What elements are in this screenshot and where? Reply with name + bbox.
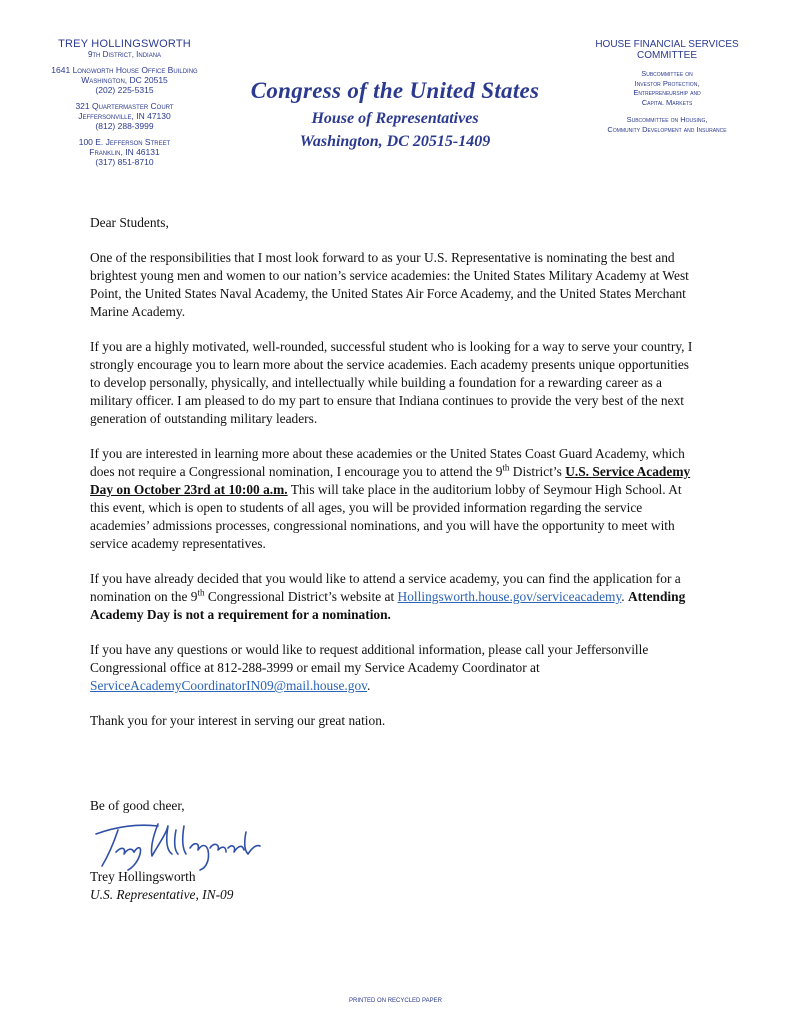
subcommittee-investor-protection: Subcommittee on Investor Protection, Entrepreneurship and Capital Markets	[633, 69, 701, 107]
signature-image	[88, 812, 268, 874]
masthead-house: House of Representatives	[311, 110, 479, 127]
masthead-congress: Congress of the United States	[250, 78, 540, 103]
jeffersonville-office-address: 321 Quartermaster Court Jeffersonville, IN 47130 (812) 288-3999	[75, 101, 174, 131]
nomination-note: Attending Academy Day is not a requirement for a nomination.	[90, 589, 686, 622]
closing: Be of good cheer,	[90, 798, 185, 813]
signer-block	[90, 868, 233, 904]
letter-body	[90, 214, 700, 747]
subcommittee-housing: Subcommittee on Housing, Community Development and Insurance	[607, 115, 727, 134]
paragraph-3: If you are interested in learning more about these academies or the United States Coast Guard Academy, which does not require a Congressional nomination, I encourage you to attend the 9th District’s U.S. Service Academy Day on October 23rd at 10:00 a.m. This will take place in the auditorium lobby of Seymour High School. At this event, which is open to students of all ages, you will be provided information regarding the service academies’ admissions processes, congressional nominations, and you will have the opportunity to meet with service academy representatives.	[90, 446, 691, 551]
franklin-office-address: 100 E. Jefferson Street Franklin, IN 46131 (317) 851-8710	[78, 137, 171, 167]
recycled-paper-footer: PRINTED ON RECYCLED PAPER	[349, 998, 442, 1004]
academy-day-event: U.S. Service Academy Day on October 23rd at 10:00 a.m.	[90, 464, 691, 497]
paragraph-2: If you are a highly motivated, well-rounded, successful student who is looking for a way to serve your country, I strongly encourage you to learn more about the service academies. Each academy presents unique opportunities to develop personally, physically, and intellectually while building a foundation for a rewarding career as a military officer. I am pleased to do my part to ensure that Indiana continues to provide the very best of the next generation of outstanding military leaders.	[90, 339, 693, 426]
signer-name: Trey Hollingsworth	[90, 869, 196, 884]
letterhead-address-column	[22, 38, 227, 167]
letterhead-committee-column	[562, 39, 772, 134]
coordinator-email-link[interactable]: ServiceAcademyCoordinatorIN09@mail.house.gov	[90, 678, 367, 693]
representative-name: TREY HOLLINGSWORTH	[58, 38, 191, 50]
service-academy-website-link[interactable]: Hollingsworth.house.gov/serviceacademy	[397, 589, 622, 604]
paragraph-4: If you have already decided that you would like to attend a service academy, you can find the application for a nomination on the 9th Congressional District’s website at Hollingsworth.house.gov/serviceacademy. Attending Academy Day is not a requirement for a nomination.	[90, 571, 686, 622]
letterhead-masthead	[228, 78, 562, 151]
committee-name-line1: HOUSE FINANCIAL SERVICES	[595, 39, 739, 50]
committee-name-line2: COMMITTEE	[637, 50, 697, 61]
paragraph-1: One of the responsibilities that I most look forward to as your U.S. Representative is nominating the best and brightest young men and women to our nation’s service academies: the United States Military Academy at West Point, the United States Naval Academy, the United States Air Force Academy, and the United States Merchant Marine Academy.	[90, 250, 689, 319]
salutation: Dear Students,	[90, 215, 169, 230]
signer-title: U.S. Representative, IN-09	[90, 887, 234, 902]
masthead-address: Washington, DC 20515-1409	[299, 133, 491, 150]
district-label: 9th District, Indiana	[87, 50, 162, 59]
paragraph-5: If you have any questions or would like to request additional information, please call your Jeffersonville Congressional office at 812-288-3999 or email my Service Academy Coordinator at ServiceAcademyCoordinatorIN09@mail.house.gov.	[90, 642, 649, 693]
dc-office-address: 1641 Longworth House Office Building Washington, DC 20515 (202) 225-5315	[51, 65, 198, 95]
paragraph-6: Thank you for your interest in serving our great nation.	[90, 713, 386, 728]
